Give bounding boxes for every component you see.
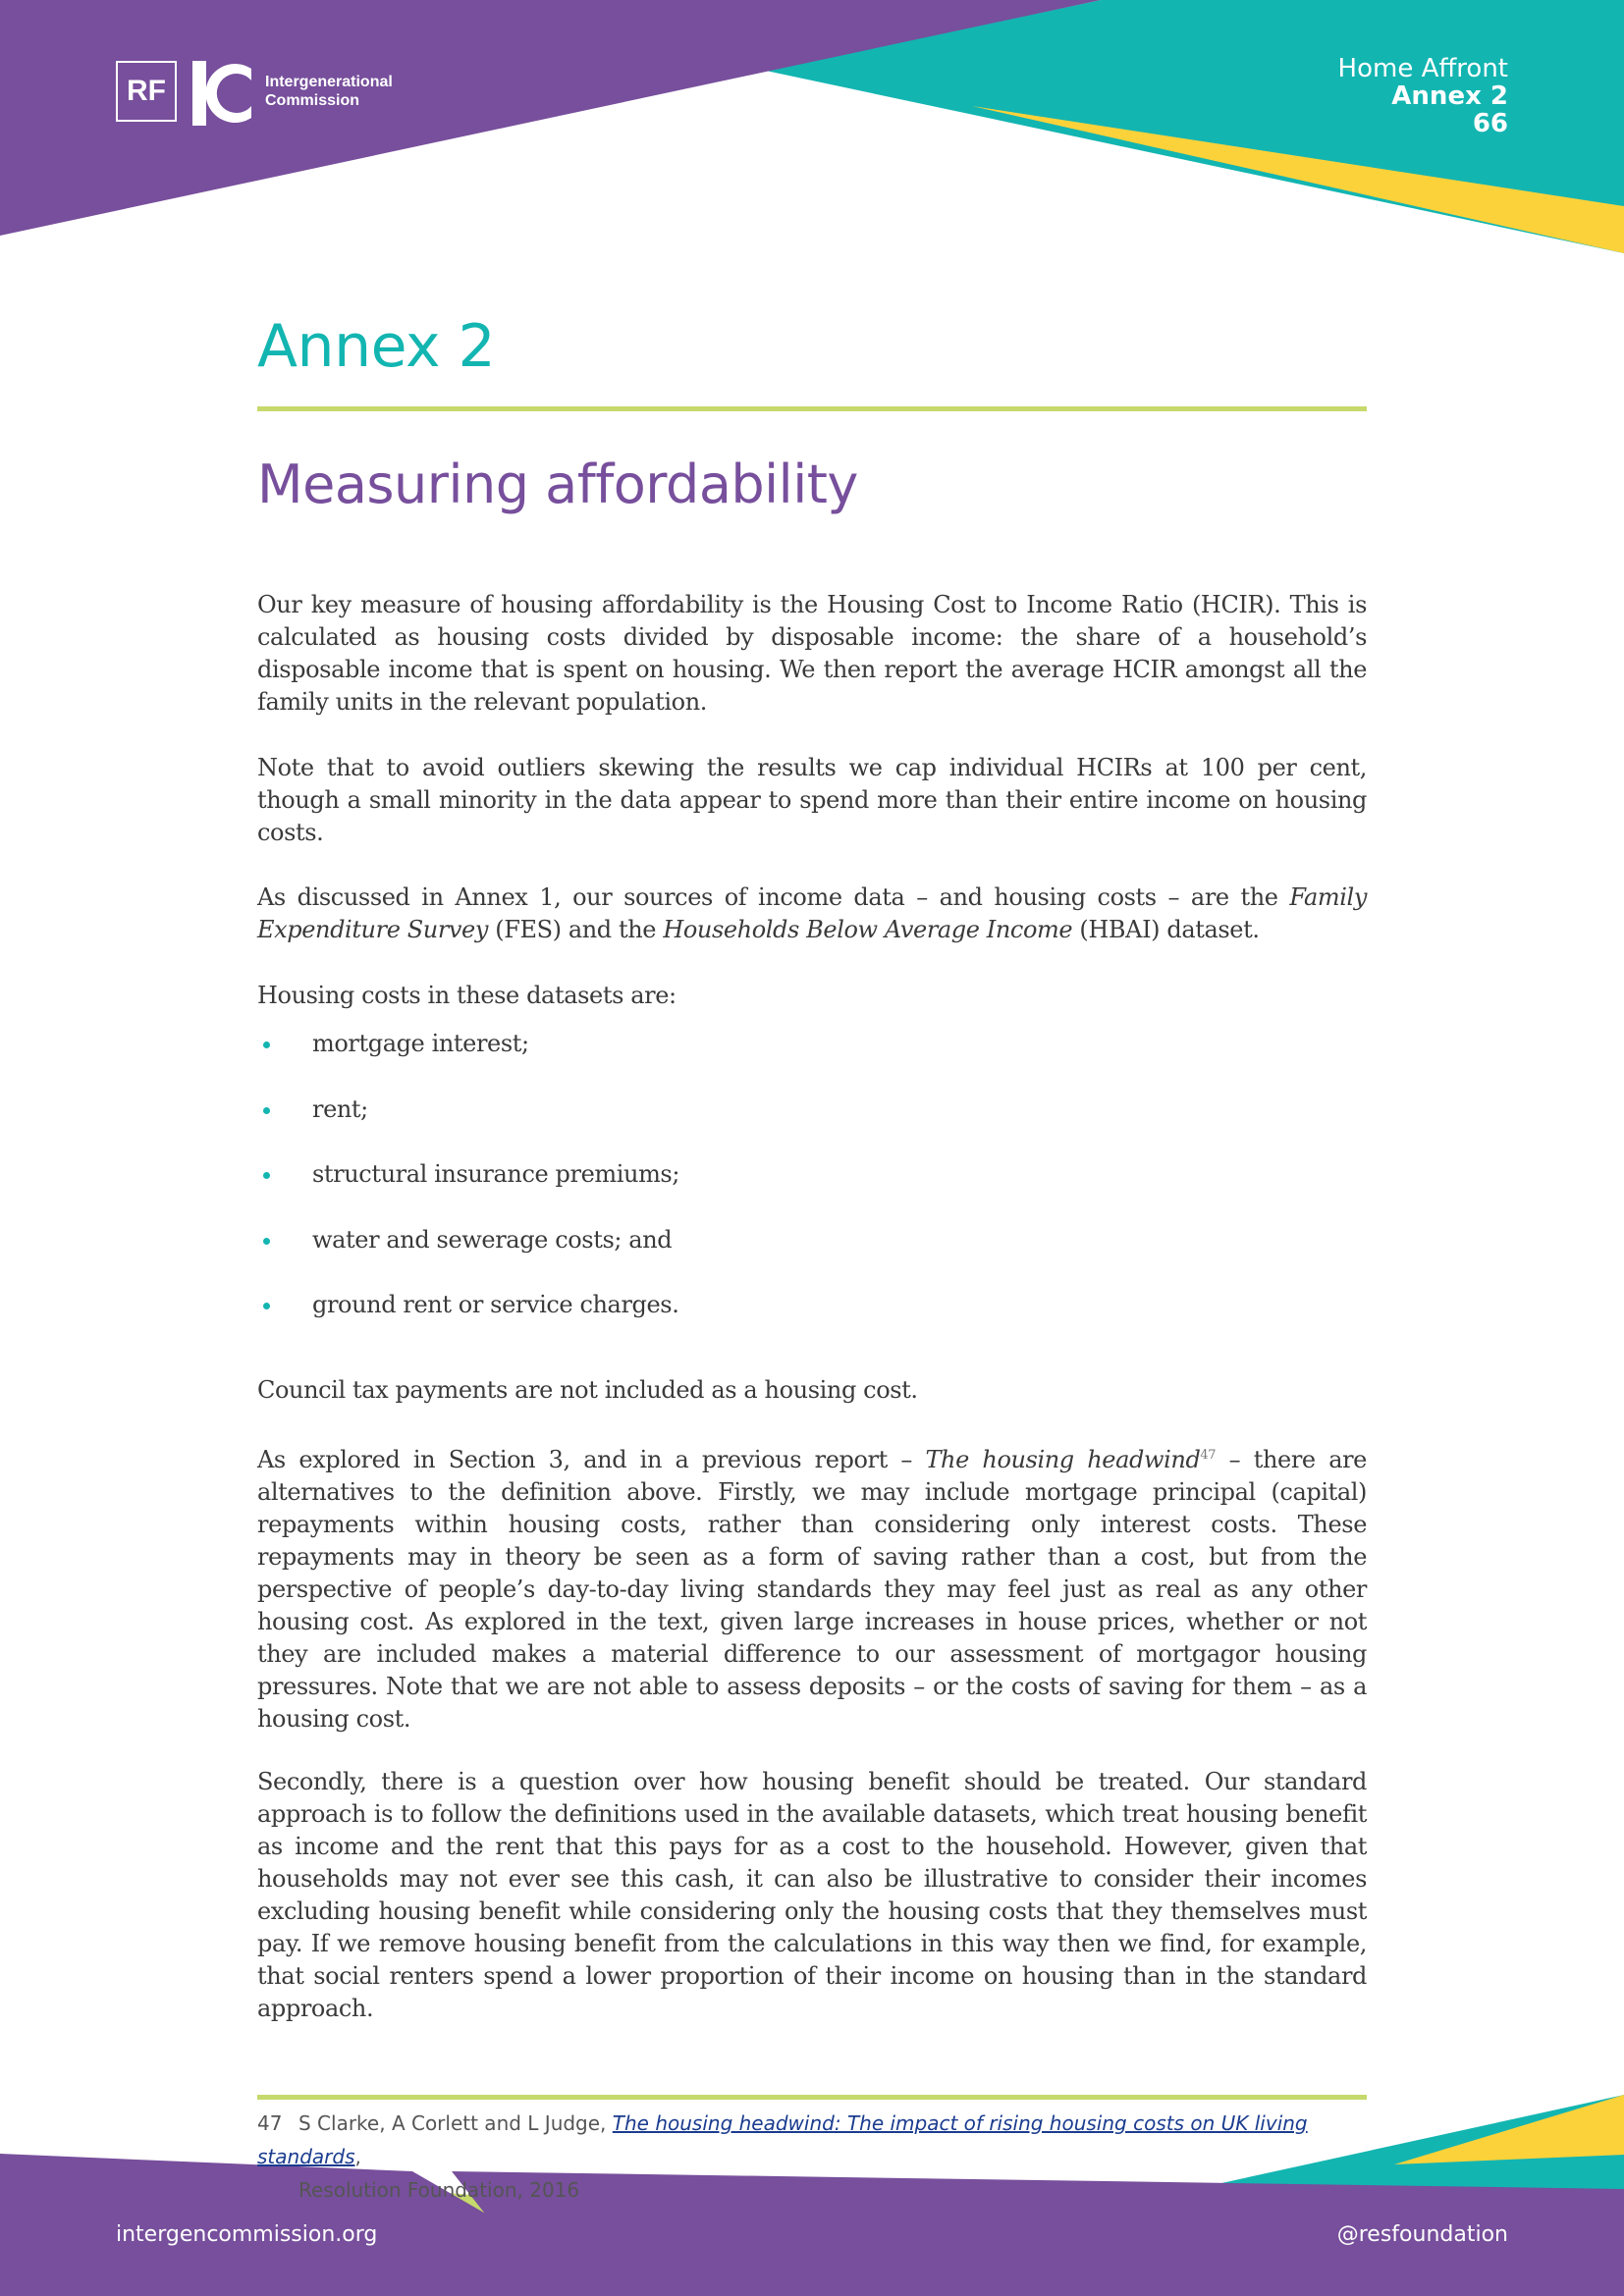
running-header [1338,55,1508,137]
footnote-line-1 [257,2107,1367,2173]
paragraph-1 [257,589,1367,719]
footnote-authors: S Clarke, A Corlett and L Judge, [298,2111,613,2135]
list-item-text: mortgage interest; [312,1030,529,1057]
paragraph-5 [257,1374,1367,1407]
paragraph-3-part: As discussed in Annex 1, our sources of income data – and housing costs – are the [257,883,1290,911]
footnote [257,2107,1367,2207]
footer-website-link[interactable]: intergencommission.org [116,2222,378,2247]
report-title: Home Affront [1337,54,1508,83]
hbai-title: Households Below Average Income [663,916,1073,943]
section-title: Measuring affordability [257,454,858,515]
list-item-text: ground rent or service charges. [312,1291,679,1318]
housing-headwind-title: The housing headwind [925,1446,1201,1473]
paragraph-6 [257,1439,1367,1735]
paragraph-2-text: Note that to avoid outliers skewing the results we cap individual HCIRs at 100 per cent, though a small minority in the data appear to spend more than their entire income on housing costs. [257,754,1367,846]
list-item-text: rent; [312,1095,368,1123]
paragraph-3-text [257,881,1367,946]
footnote-publisher: Resolution Foundation, 2016 [298,2178,580,2202]
footnote-link[interactable]: The housing headwind: The impact of rising housing costs on UK living standards [257,2111,1308,2168]
bullet-icon [263,1107,270,1114]
paragraph-4 [257,980,1367,1012]
paragraph-3 [257,881,1367,946]
paragraph-7-text: Secondly, there is a question over how housing benefit should be treated. Our standard approach is to follow the definitions used in the available datasets, which treat housing benefit as income and the rent that this pays for as a cost to the household. However, given that households may not ever see this cash, it can also be illustrative to consider their incomes excluding housing benefit while considering only the housing costs that they themselves must pay. If we remove housing benefit from the calculations in this way then we find, for example, that social renters spend a lower proportion of their income on housing than in the standard approach. [257,1768,1367,2022]
list-item [257,1158,1367,1224]
page-number: 66 [1472,109,1508,138]
bullet-icon [263,1238,270,1245]
footnote-comma: , [354,2145,361,2168]
footer-twitter-handle[interactable]: @resfoundation [1336,2222,1508,2247]
commission-line-1: Intergenerational [265,74,393,90]
paragraph-5-text: Council tax payments are not included as a housing cost. [257,1376,918,1404]
footnote-number: 47 [257,2111,283,2135]
footnote-reference[interactable]: 47 [1200,1448,1217,1463]
title-rule [257,406,1367,411]
intergenerational-commission-logo-icon [192,61,271,126]
list-item [257,1224,1367,1290]
list-item [257,1028,1367,1094]
header-logo [116,61,410,126]
running-section: Annex 2 [1391,81,1508,111]
paragraph-6-part: As explored in Section 3, and in a previous report – [257,1446,926,1473]
paragraph-7 [257,1766,1367,2025]
paragraph-3-part: (HBAI) dataset. [1072,916,1260,943]
annex-title: Annex 2 [257,312,496,381]
list-item-text: water and sewerage costs; and [312,1225,673,1254]
paragraph-6-text [257,1439,1367,1735]
paragraph-4-text: Housing costs in these datasets are: [257,982,677,1009]
fes-title: Family Expenditure Survey [257,883,1367,943]
paragraph-6-part: – there are alternatives to the definition above. Firstly, we may include mortgage principal (capital) repayments within housing costs, rather than considering only interest costs. These repayments may in theory be seen as a form of saving rather than a cost, but from the perspective of people’s day-to-day living standards they may feel just as real as any other housing cost. As explored in the text, given large increases in house prices, whether or not they are included makes a material difference to our assessment of mortgagor housing pressures. Note that we are not able to assess deposits – or the costs of saving for them – as a housing cost. [257,1446,1367,1733]
bullet-icon [263,1303,270,1309]
rf-logo: RF [116,61,177,122]
commission-line-2: Commission [265,92,360,109]
paragraph-2 [257,752,1367,849]
bullet-icon [263,1041,270,1048]
list-item-text: structural insurance premiums; [312,1160,680,1188]
list-item [257,1094,1367,1159]
list-item [257,1289,1367,1355]
paragraph-3-part: (FES) and the [488,916,664,943]
commission-name [265,73,393,110]
footnote-rule [257,2095,1367,2100]
housing-costs-list [257,1028,1367,1355]
paragraph-1-text: Our key measure of housing affordability is the Housing Cost to Income Ratio (HCIR). This is calculated as housing costs divided by disposable income: the share of a household’s disposable income that is spent on housing. We then report the average HCIR amongst all the family units in the relevant population. [257,591,1367,716]
bullet-icon [263,1172,270,1179]
